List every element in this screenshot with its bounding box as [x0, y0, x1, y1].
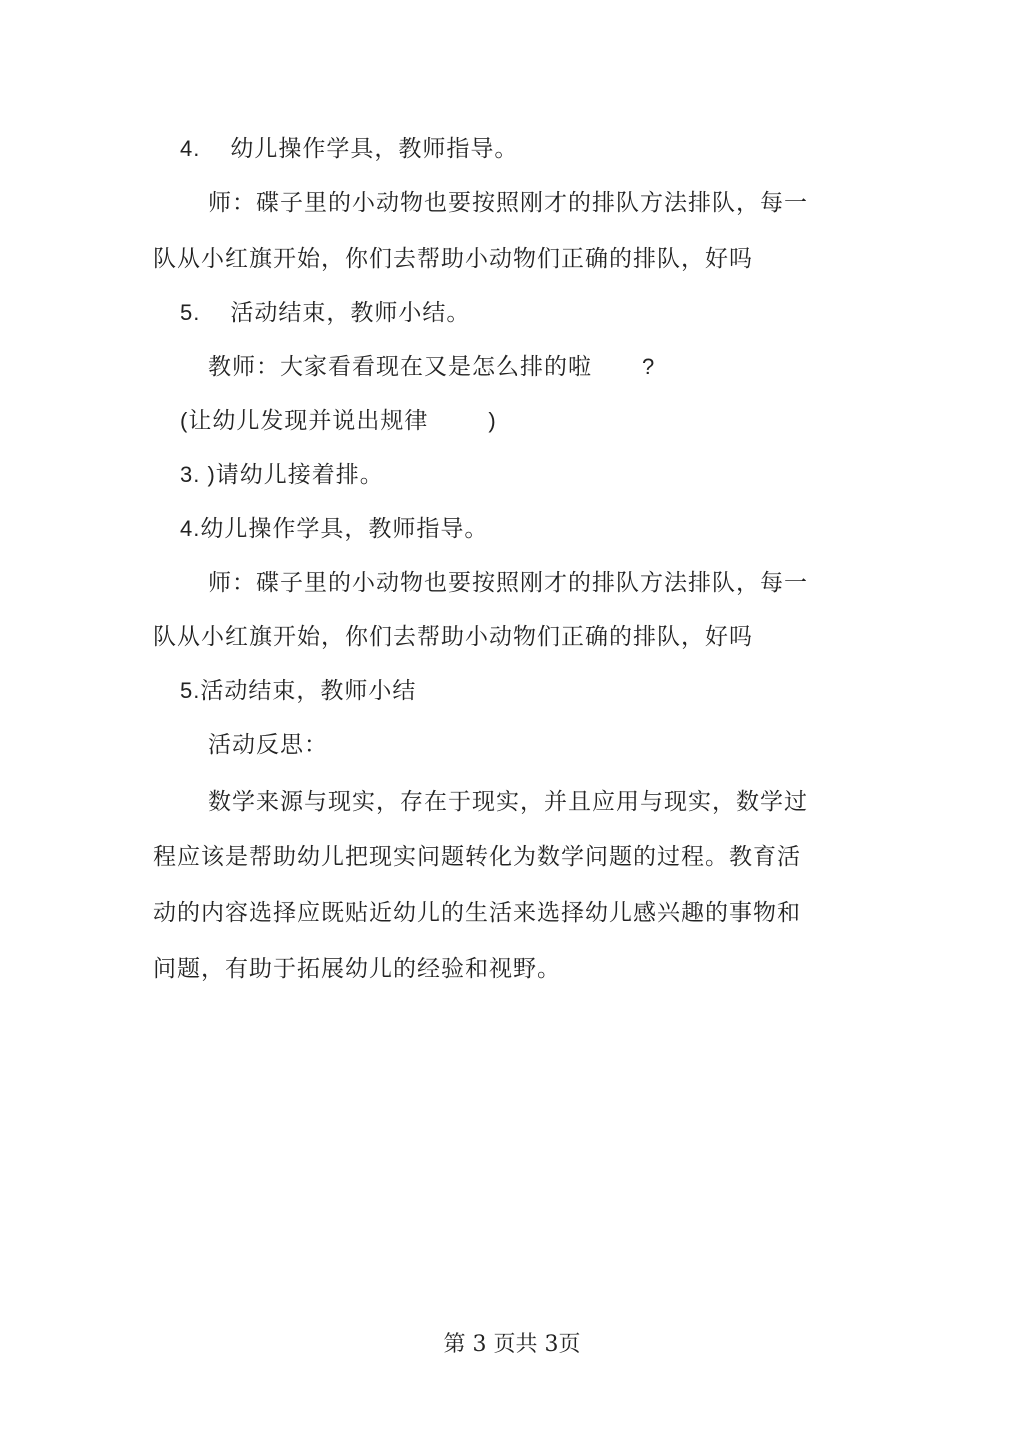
paragraph-line: 动的内容选择应既贴近幼儿的生活来选择幼儿感兴趣的事物和 [153, 900, 801, 926]
paragraph-line [208, 352, 655, 382]
list-number: 4. [180, 136, 201, 161]
paren-text: 让幼儿发现并说出规律 [188, 408, 429, 434]
list-item-5 [180, 676, 416, 706]
list-text: 幼儿操作学具，教师指导。 [200, 516, 489, 542]
list-item-5 [180, 298, 470, 328]
list-item-4 [180, 514, 488, 544]
paragraph-line: 师：碟子里的小动物也要按照刚才的排队方法排队，每一 [208, 570, 808, 596]
list-number: 3. ) [180, 462, 216, 487]
question-mark: ? [642, 354, 656, 379]
list-text: 活动结束，教师小结。 [230, 300, 471, 326]
page-number: 第 3 页共 3页 [443, 1332, 581, 1357]
paragraph-line [180, 406, 497, 436]
list-text: 活动结束，教师小结 [200, 678, 417, 704]
paragraph-line: 队从小红旗开始，你们去帮助小动物们正确的排队，好吗 [153, 624, 753, 650]
list-number: 4. [180, 516, 201, 541]
list-item-4 [180, 134, 518, 164]
list-text: 请幼儿接着排。 [215, 462, 384, 488]
list-text: 幼儿操作学具，教师指导。 [230, 136, 519, 162]
paragraph-line: 问题，有助于拓展幼儿的经验和视野。 [153, 956, 561, 982]
section-heading: 活动反思： [208, 732, 328, 758]
open-paren: ( [180, 408, 189, 433]
close-paren: ) [488, 408, 497, 433]
paragraph-line: 队从小红旗开始，你们去帮助小动物们正确的排队，好吗 [153, 246, 753, 272]
list-number: 5. [180, 300, 201, 325]
paragraph-line: 师：碟子里的小动物也要按照刚才的排队方法排队，每一 [208, 190, 808, 216]
list-item-3 [180, 460, 384, 490]
list-number: 5. [180, 678, 201, 703]
question-text: 教师：大家看看现在又是怎么排的啦 [208, 354, 592, 380]
paragraph-line: 程应该是帮助幼儿把现实问题转化为数学问题的过程。教育活 [153, 844, 801, 870]
paragraph-line: 数学来源与现实，存在于现实，并且应用与现实，数学过 [208, 789, 808, 815]
